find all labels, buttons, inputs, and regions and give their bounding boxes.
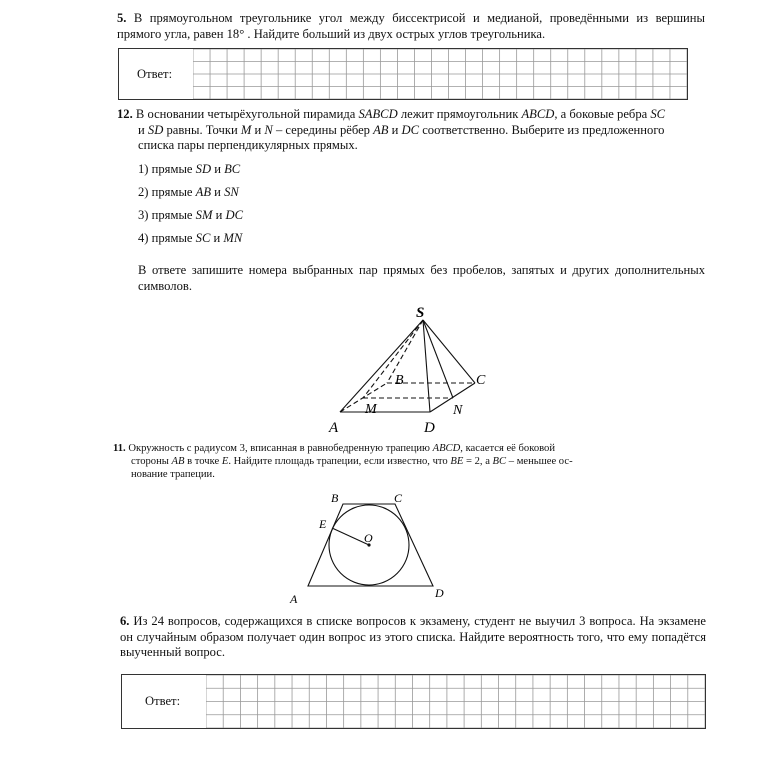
task5-answer-box: [118, 48, 688, 100]
task5-statement: В прямоугольном треугольнике угол между биссектрисой и медианой, проведёнными из вершины прямого угла, равен 18° . Найдите больший из двух острых углов треугольника.: [117, 11, 705, 41]
option-prefix: 1) прямые: [138, 162, 196, 176]
task12-text-part: и: [251, 122, 265, 137]
task12-math: ABCD: [521, 107, 555, 121]
task5-answer-label: Ответ:: [137, 67, 173, 81]
label-D: D: [424, 420, 435, 436]
task11-text-part: – меньшее ос-: [506, 456, 573, 467]
task12-math: SD: [147, 122, 164, 137]
task12-math: SC: [650, 107, 666, 121]
option-and: и: [211, 162, 225, 176]
option-line-b: MN: [223, 231, 243, 245]
task11-math: E: [221, 456, 229, 467]
task12-text-part: равны. Точки: [163, 122, 241, 137]
task5-number: 5.: [117, 11, 127, 25]
option-and: и: [212, 208, 226, 222]
label-A: A: [329, 420, 339, 436]
option-prefix: 4) прямые: [138, 231, 196, 245]
label-B: B: [395, 373, 404, 388]
task6-answer-box: [121, 674, 706, 729]
option-line-a: SD: [195, 162, 212, 176]
task6-answer-grid[interactable]: [206, 675, 705, 728]
pyramid-figure: [325, 298, 515, 438]
task6-number: 6.: [120, 614, 130, 628]
option-and: и: [210, 231, 224, 245]
label-C: C: [394, 491, 403, 505]
label-S: S: [416, 305, 425, 321]
task11-number: 11.: [113, 443, 126, 454]
task12-instruction: В ответе запишите номера выбранных пар прямых без пробелов, запятых и других дополнительных символов.: [138, 263, 705, 293]
task11-line2: [113, 455, 628, 468]
label-A: A: [290, 592, 298, 606]
task12-option-1: [138, 162, 240, 177]
task12-text-part: – середины рёбер: [272, 122, 374, 137]
task11-text: [113, 442, 628, 481]
trapezoid-figure: [285, 490, 460, 610]
task5-text: [117, 11, 705, 42]
label-E: E: [319, 517, 327, 531]
task12-math: N: [264, 122, 273, 137]
label-M: M: [365, 402, 377, 417]
option-prefix: 3) прямые: [138, 208, 196, 222]
task12-text-part: и: [388, 122, 402, 137]
task6-statement: Из 24 вопросов, содержащихся в списке вопросов к экзамену, студент не выучил 3 вопроса. На экзамене он случайным образом получает один вопрос из этого списка. Найдите вероятность того, что ему попадётся выученный вопрос.: [120, 614, 706, 659]
task6-answer-label: Ответ:: [145, 694, 181, 708]
option-line-a: SC: [195, 231, 211, 245]
task11-text-part: стороны: [131, 456, 172, 467]
task11-math: ABCD: [432, 443, 461, 454]
task12-line2: [117, 123, 707, 139]
task5-answer-grid[interactable]: [193, 49, 687, 99]
task12-line1: [117, 107, 707, 123]
option-line-b: BC: [224, 162, 241, 176]
task12-math: DC: [401, 122, 420, 137]
task11-math: BE: [450, 456, 464, 467]
task12-option-3: [138, 208, 243, 223]
task11-line1: [113, 442, 628, 455]
task12-text-part: и: [138, 122, 148, 137]
task12-number: 12.: [117, 107, 133, 121]
option-line-a: SM: [195, 208, 213, 222]
task12-math: SABCD: [358, 107, 398, 121]
label-N: N: [453, 403, 463, 418]
option-line-b: DC: [225, 208, 243, 222]
task11-line3: нование трапеции.: [131, 469, 215, 480]
task11-text-part: = 2, а: [463, 456, 493, 467]
task11-text-part: в точке: [184, 456, 222, 467]
option-prefix: 2) прямые: [138, 185, 196, 199]
task11-text-part: . Найдите площадь трапеции, если известно, что: [228, 456, 451, 467]
label-B: B: [331, 491, 339, 505]
label-C: C: [476, 373, 486, 388]
option-line-a: AB: [195, 185, 212, 199]
task12-text-part: соответственно. Выберите из предложенного: [419, 122, 665, 137]
task12-math: M: [240, 122, 252, 137]
option-line-b: SN: [224, 185, 239, 199]
label-O: O: [364, 531, 373, 545]
task12-text: [117, 107, 707, 154]
option-and: и: [211, 185, 225, 199]
task12-math: AB: [373, 122, 389, 137]
task12-text-part: , а боковые ребра: [554, 107, 651, 121]
task12-line3: списка пары перпендикулярных прямых.: [138, 138, 358, 152]
task11-text-part: , касается её боковой: [460, 443, 556, 454]
label-D: D: [435, 586, 444, 600]
task12-text-part: лежит прямоугольник: [397, 107, 522, 121]
task11-math: AB: [171, 456, 185, 467]
task12-option-2: [138, 185, 239, 200]
task12-text-part: В основании четырёхугольной пирамида: [135, 107, 359, 121]
task11-text-part: Окружность с радиусом 3, вписанная в равнобедренную трапецию: [128, 443, 433, 454]
task6-text: [120, 614, 706, 661]
task11-math: BC: [492, 456, 507, 467]
task12-option-4: [138, 231, 242, 246]
